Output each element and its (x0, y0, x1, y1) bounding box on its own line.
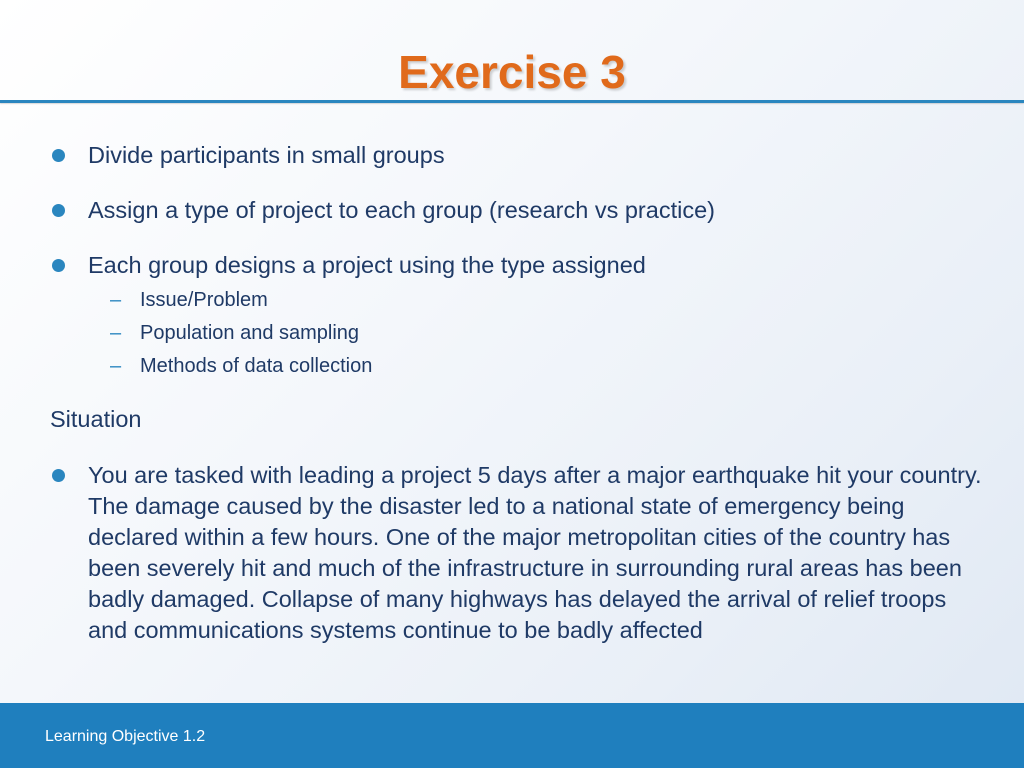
title-divider (0, 100, 1024, 103)
situation-bullet (50, 460, 990, 646)
footer-label: Learning Objective 1.2 (45, 728, 206, 745)
section-heading: Situation (50, 406, 142, 432)
bullet-item (50, 250, 990, 281)
sub-bullet-text: Population and sampling (140, 322, 360, 344)
slide-title: Exercise 3 (398, 46, 626, 98)
sub-bullet-text: Methods of data collection (140, 355, 373, 377)
dash-icon: – (110, 289, 122, 311)
sub-bullet-text: Issue/Problem (140, 289, 268, 311)
situation-text: You are tasked with leading a project 5 days after a major earthquake hit your country. The damage caused by the disaster led to a national state of emergency being declared within a few hours. One of the major metropolitan cities of the country has been severely hit and much of the infrastructure in surrounding rural areas has been badly damaged. Collapse of many highways has delayed the arrival of relief troops and communications systems continue to be badly affected (88, 462, 982, 643)
sub-bullet-item (110, 353, 372, 379)
bullet-text: Assign a type of project to each group (research vs practice) (88, 197, 715, 223)
bullet-text: Each group designs a project using the type assigned (88, 252, 646, 278)
sub-bullet-item (110, 320, 359, 346)
bullet-dot-icon (52, 204, 65, 217)
dash-icon: – (110, 322, 122, 344)
sub-bullet-item (110, 287, 268, 313)
bullet-text: Divide participants in small groups (88, 142, 445, 168)
dash-icon: – (110, 355, 122, 377)
bullet-dot-icon (52, 259, 65, 272)
bullet-item (50, 140, 990, 171)
bullet-dot-icon (52, 149, 65, 162)
bullet-dot-icon (52, 469, 65, 482)
footer-bar (0, 703, 1024, 768)
bullet-item (50, 195, 990, 226)
